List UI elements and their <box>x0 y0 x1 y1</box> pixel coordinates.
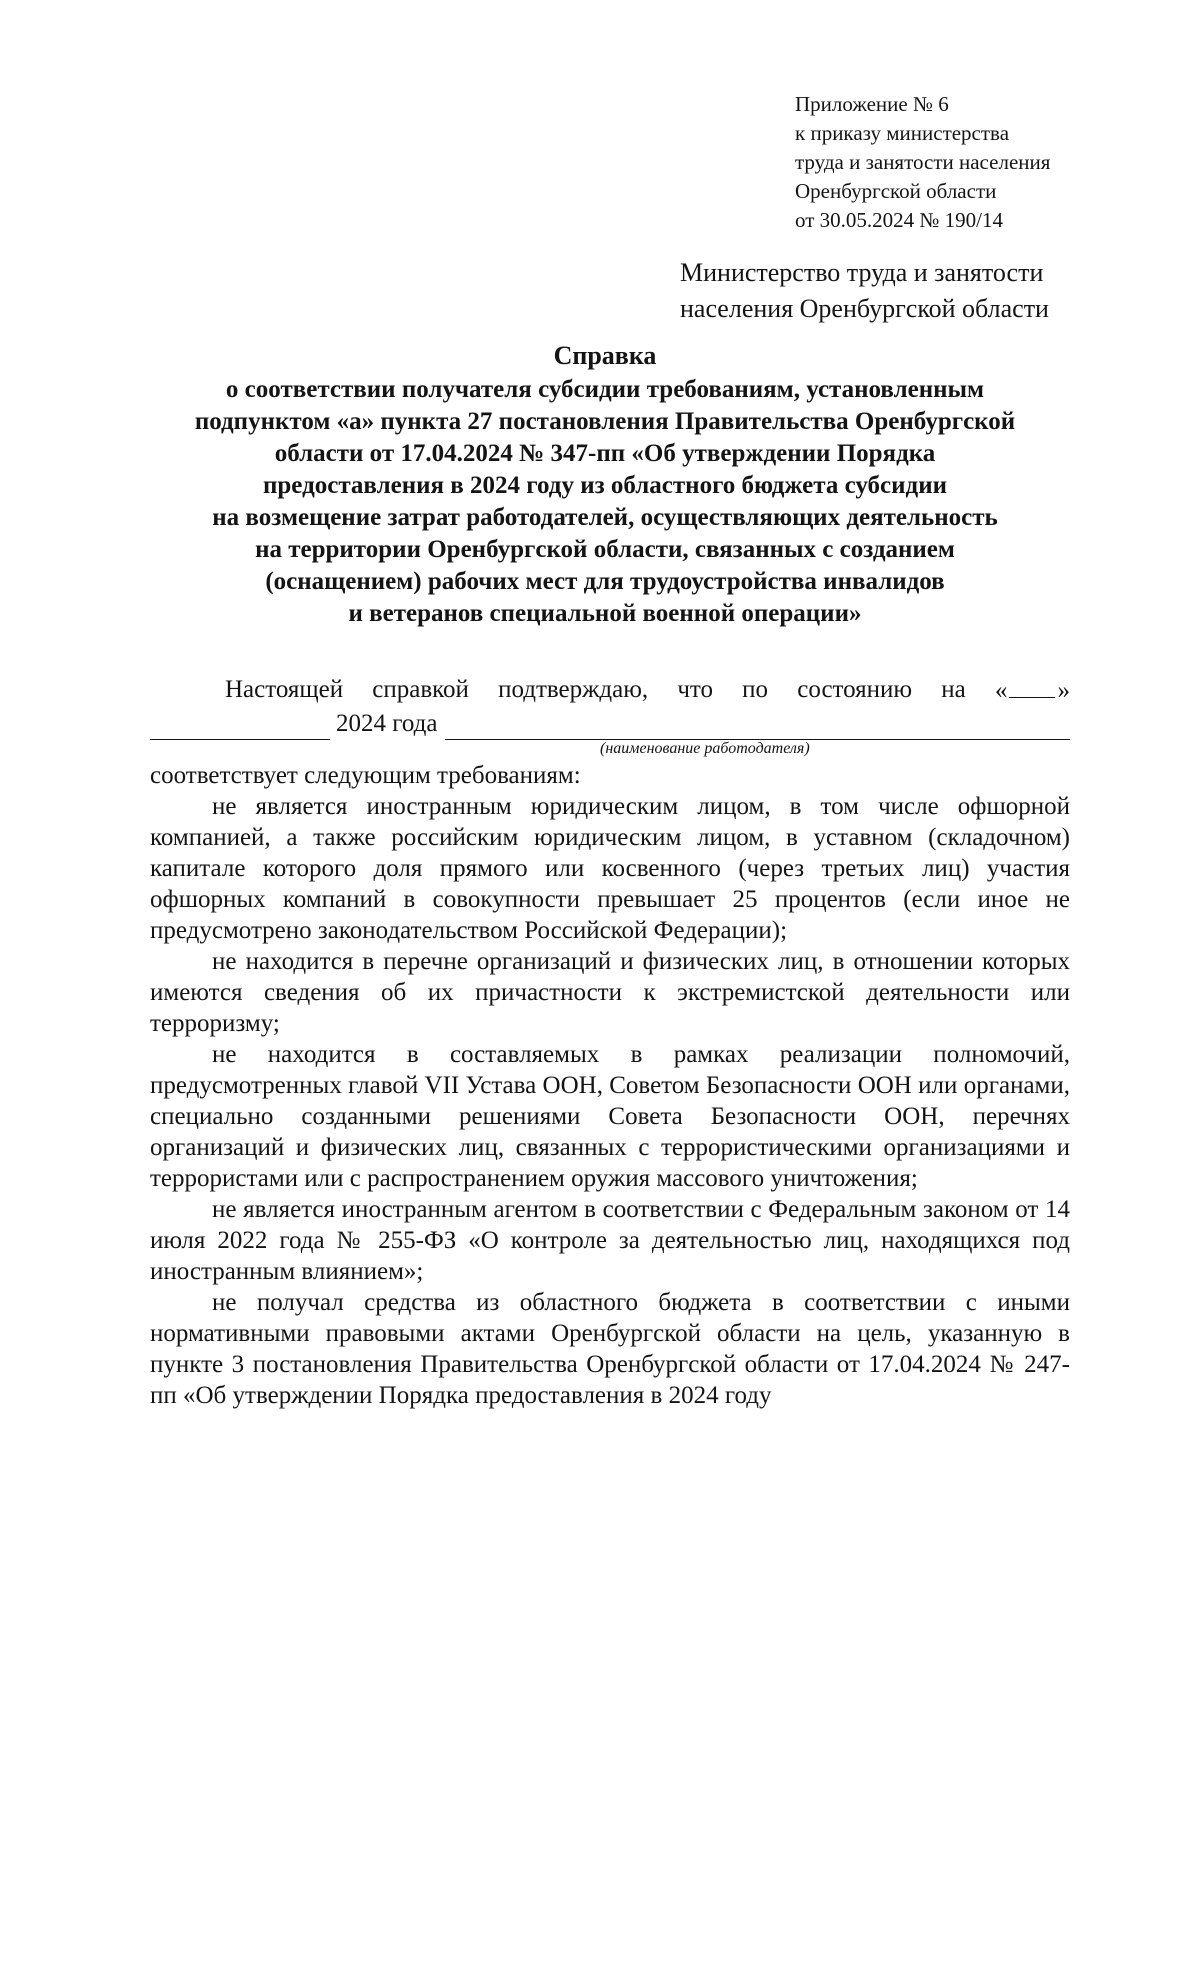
requirement-paragraph: не находится в перечне организаций и физических лиц, в отношении которых имеются сведения об их причастности к экстремистской деятельности или терроризму; <box>150 948 1070 1037</box>
appendix-line: от 30.05.2024 № 190/14 <box>795 208 1004 232</box>
date-day-field <box>995 673 1070 707</box>
day-blank <box>1009 673 1055 698</box>
body-lead: соответствует следующим требованиям: <box>150 762 581 789</box>
appendix-note <box>795 90 1125 235</box>
intro-statement <box>150 673 1070 740</box>
employer-name-blank <box>445 715 1070 740</box>
appendix-line: Оренбургской области <box>795 179 997 203</box>
intro-word: по <box>742 676 769 703</box>
addressee-line: населения Оренбургской области <box>680 294 1049 323</box>
requirement-paragraph: не получал средства из областного бюджета в соответствии с иными нормативными правовыми актами Оренбургской области на цель, указанную в пункте 3 постановления Правительства Оренбургской области от 17.04.2024 № 247-пп «Об утверждении Порядка предоставления в 2024 году <box>150 1289 1070 1409</box>
requirement-paragraph: не является иностранным агентом в соответствии с Федеральным законом от 14 июля 2022 года № 255-ФЗ «О контроле за деятельностью лиц, находящихся под иностранным влиянием»; <box>150 1196 1070 1285</box>
appendix-line: Приложение № 6 <box>795 92 949 116</box>
year-text: 2024 года <box>336 710 438 737</box>
title-line: подпунктом «а» пункта 27 постановления Правительства Оренбургской <box>194 408 1016 435</box>
addressee-line: Министерство труда и занятости <box>680 258 1044 287</box>
intro-word: что <box>677 676 713 703</box>
addressee-block <box>680 255 1120 327</box>
title-line: и ветеранов специальной военной операции» <box>348 600 862 627</box>
intro-line <box>150 707 1070 740</box>
intro-word: справкой <box>372 676 469 703</box>
month-blank <box>150 715 330 740</box>
title-line: предоставления в 2024 году из областного бюджета субсидии <box>263 472 947 499</box>
title-line: о соответствии получателя субсидии требованиям, установленным <box>225 376 985 403</box>
requirement-paragraph: не находится в составляемых в рамках реализации полномочий, предусмотренных главой VII Устава ООН, Советом Безопасности ООН или органами, специально созданными решениями Совета Безопасности ООН, перечнях организаций и физических лиц, связанных с террористическими организациями и террористами или с распространением оружия массового уничтожения; <box>150 1041 1070 1192</box>
intro-word: Настоящей <box>225 676 344 703</box>
document-title <box>140 340 1070 630</box>
intro-word: на <box>941 676 966 703</box>
quote-close: » <box>1057 677 1070 704</box>
intro-line <box>150 673 1070 707</box>
quote-open: « <box>994 677 1008 704</box>
appendix-line: к приказу министерства <box>795 121 1010 145</box>
title-line: на возмещение затрат работодателей, осуществляющих деятельность <box>212 504 998 531</box>
requirements-body <box>150 760 1070 1411</box>
appendix-line: труда и занятости населения <box>795 150 1051 174</box>
employer-caption: (наименование работодателя) <box>600 740 810 757</box>
intro-word: подтверждаю, <box>498 676 649 703</box>
title-line: области от 17.04.2024 № 347-пп «Об утверждении Порядка <box>274 440 936 467</box>
title-line: на территории Оренбургской области, связанных с созданием <box>255 536 955 563</box>
title-line: (оснащением) рабочих мест для трудоустройства инвалидов <box>265 568 945 595</box>
intro-word: состоянию <box>797 676 913 703</box>
requirement-paragraph: не является иностранным юридическим лицом, в том числе офшорной компанией, а также российским юридическим лицом, в уставном (складочном) капитале которого доля прямого или косвенного (через третьих лиц) участия офшорных компаний в совокупности превышает 25 процентов (если иное не предусмотрено законодательством Российской Федерации); <box>150 793 1070 944</box>
title-word: Справка <box>553 341 657 370</box>
